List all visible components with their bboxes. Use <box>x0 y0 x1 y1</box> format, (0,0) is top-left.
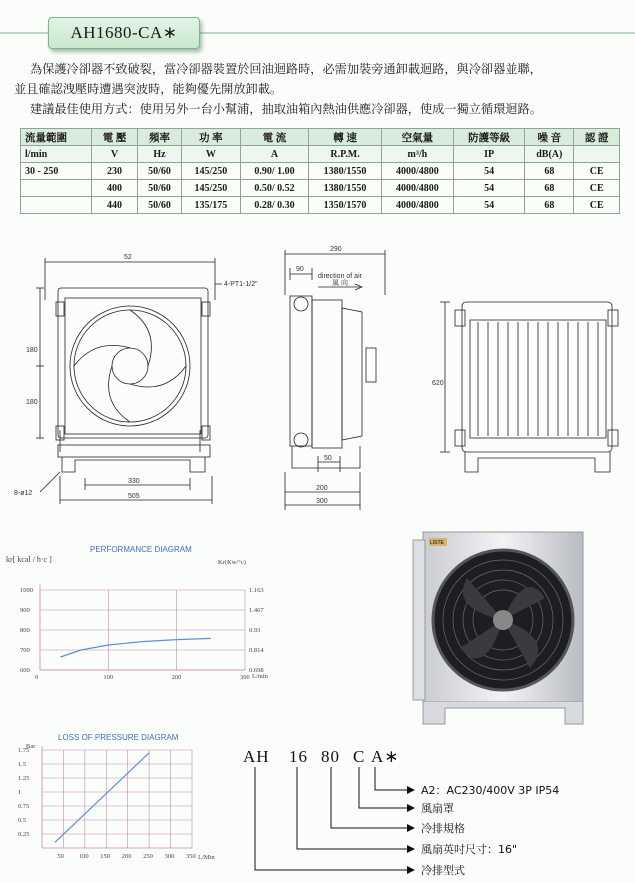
table-cell: 68 <box>525 180 574 197</box>
spec-table <box>20 128 620 214</box>
table-cell: 0.50/ 0.52 <box>240 180 309 197</box>
spec-table-header-row <box>21 129 620 146</box>
header-flow: 流量範圍 <box>21 129 92 146</box>
table-cell: 50/60 <box>137 180 181 197</box>
dim-base-inner: 330 <box>128 478 140 485</box>
code-part-a: A∗ <box>371 747 400 766</box>
y-tick: 0.25 <box>18 831 30 838</box>
side-view-drawing <box>285 250 385 510</box>
legend-radiator-type: 冷排型式 <box>421 864 465 877</box>
table-cell: 68 <box>525 163 574 180</box>
performance-ticks <box>20 587 264 681</box>
table-cell: 145/250 <box>182 163 240 180</box>
legend-radiator-spec: 冷排規格 <box>421 822 465 835</box>
header-cert: 認 證 <box>574 129 620 146</box>
table-row <box>21 163 620 180</box>
legend-fan-cover: 風扇罩 <box>421 802 454 815</box>
table-cell: 30 - 250 <box>21 163 92 180</box>
header-protection: 防護等級 <box>454 129 525 146</box>
table-row <box>21 180 620 197</box>
product-photo <box>405 528 595 733</box>
x-tick: 0 <box>35 674 39 681</box>
x-tick: 100 <box>78 853 89 860</box>
code-part-16: 16 <box>289 747 308 766</box>
code-part-80: 80 <box>321 747 340 766</box>
cooler-side-panel <box>413 540 425 700</box>
table-cell: 54 <box>454 163 525 180</box>
table-row <box>21 197 620 214</box>
x-tick: 50 <box>57 853 64 860</box>
y-tick-left: 900 <box>20 607 30 614</box>
y-tick: 1 <box>18 789 22 796</box>
unit-cell: Hz <box>137 146 181 163</box>
table-cell: 4000/4800 <box>381 197 453 214</box>
pressure-y-unit: Bar <box>26 743 36 750</box>
cooler-base <box>423 702 583 724</box>
dim-rear-height: 620 <box>432 380 444 387</box>
table-cell: 4000/4800 <box>381 180 453 197</box>
x-tick: 250 <box>143 853 153 860</box>
y-tick: 1.75 <box>18 747 30 754</box>
dim-side-inset: 90 <box>296 266 304 273</box>
y-tick: 0.75 <box>18 803 30 810</box>
performance-y-label-left: kr[ kcal / h·c ] <box>6 555 52 564</box>
table-cell: 400 <box>92 180 138 197</box>
y-tick-right: 1.467 <box>249 607 264 614</box>
unit-cell: A <box>240 146 309 163</box>
dim-height-lower: 180 <box>26 399 38 406</box>
table-cell: 68 <box>525 197 574 214</box>
code-part-c: C <box>353 747 366 766</box>
dim-height-upper: 180 <box>26 347 38 354</box>
y-tick-right: 0.93 <box>249 627 261 634</box>
unit-cell: m³/h <box>381 146 453 163</box>
header-noise: 噪 音 <box>525 129 574 146</box>
unit-cell: dB(A) <box>525 146 574 163</box>
table-cell: 4000/4800 <box>381 163 453 180</box>
x-tick: 300 <box>240 674 250 681</box>
y-tick-left: 1000 <box>20 587 33 594</box>
table-cell <box>21 197 92 214</box>
spec-table-unit-row <box>21 146 620 163</box>
header-airflow: 空氣量 <box>381 129 453 146</box>
dim-side-300: 300 <box>316 498 328 505</box>
table-cell: 54 <box>454 197 525 214</box>
front-view-drawing <box>36 258 222 504</box>
unit-cell: V <box>92 146 138 163</box>
unit-cell: R.P.M. <box>309 146 381 163</box>
intro-paragraph-line-2: 並且確認洩壓時遭遇突波時，能夠優先開放卸載。 <box>14 82 283 96</box>
dim-side-200: 200 <box>316 485 328 492</box>
performance-x-unit: L/min <box>252 673 268 680</box>
header-speed: 轉 速 <box>309 129 381 146</box>
table-cell: 440 <box>92 197 138 214</box>
x-tick: 150 <box>100 853 111 860</box>
y-tick-left: 700 <box>20 647 30 654</box>
dim-port-label: 4-PT1-1/2" <box>224 281 258 288</box>
table-cell: 135/175 <box>182 197 240 214</box>
y-tick: 1.25 <box>18 775 30 782</box>
rear-view-drawing <box>440 302 618 472</box>
dim-side-50: 50 <box>324 455 332 462</box>
table-cell: 50/60 <box>137 197 181 214</box>
unit-cell: l/min <box>21 146 92 163</box>
dimension-drawings <box>0 240 635 525</box>
direction-zh-label: 風 向 <box>332 280 348 287</box>
y-tick: 0.5 <box>18 817 27 824</box>
model-code-legend <box>235 742 635 882</box>
y-tick: 1.5 <box>18 761 27 768</box>
intro-paragraph-line-3: 建議最佳使用方式：使用另外一台小幫浦，抽取油箱內熱油供應冷卻器，使成一獨立循環迴路。 <box>30 102 542 116</box>
performance-grid <box>40 584 245 670</box>
table-cell: 230 <box>92 163 138 180</box>
pressure-series-line <box>55 753 149 843</box>
header-voltage: 電 壓 <box>92 129 138 146</box>
dim-hole-label: 8-ø12 <box>14 490 33 497</box>
x-tick: 300 <box>164 853 175 860</box>
table-cell: 50/60 <box>137 163 181 180</box>
fan-hub <box>493 610 513 630</box>
intro-paragraph-line-1: 為保護冷卻器不致破裂，當冷卻器裝置於回油迴路時，必需加裝旁通卸載迴路，與冷卻器並聯， <box>30 62 542 76</box>
sticker-text: LISTE <box>430 540 444 546</box>
performance-y-label-right: Kr(Kw/°c) <box>218 559 246 566</box>
y-tick-left: 600 <box>20 667 30 674</box>
table-cell: CE <box>574 197 620 214</box>
y-tick-right: 0.814 <box>249 647 264 654</box>
table-cell: CE <box>574 180 620 197</box>
pressure-x-unit: L/Min <box>198 854 215 861</box>
performance-diagram <box>0 540 300 690</box>
product-title: AH1680-CA∗ <box>48 17 200 49</box>
dim-side-total: 290 <box>330 246 342 253</box>
dim-base-outer: 505 <box>128 493 140 500</box>
header-current: 電 流 <box>240 129 309 146</box>
x-tick: 100 <box>103 674 114 681</box>
performance-series-line <box>61 638 211 657</box>
performance-diagram-title: PERFORMANCE DIAGRAM <box>90 545 192 554</box>
table-cell: 1350/1570 <box>309 197 381 214</box>
table-cell: CE <box>574 163 620 180</box>
table-cell: 1380/1550 <box>309 163 381 180</box>
unit-cell: W <box>182 146 240 163</box>
x-tick: 200 <box>171 674 182 681</box>
table-cell <box>21 180 92 197</box>
legend-voltage: A2：AC230/400V 3P IP54 <box>421 784 560 797</box>
direction-of-air-label: direction of air <box>318 273 362 280</box>
dim-front-width: 52 <box>124 254 132 261</box>
table-cell: 1380/1550 <box>309 180 381 197</box>
table-cell: 0.28/ 0.30 <box>240 197 309 214</box>
header-frequency: 頻率 <box>137 129 181 146</box>
table-cell: 0.90/ 1.00 <box>240 163 309 180</box>
table-cell: 54 <box>454 180 525 197</box>
y-tick-right: 1.163 <box>249 587 264 594</box>
unit-cell <box>574 146 620 163</box>
x-tick: 350 <box>186 853 196 860</box>
header-power: 功 率 <box>182 129 240 146</box>
legend-fan-size: 風扇英吋尺寸：16" <box>421 843 518 856</box>
code-part-ah: AH <box>243 747 270 766</box>
table-cell: 145/250 <box>182 180 240 197</box>
pressure-diagram-title: LOSS OF PRESSURE DIAGRAM <box>58 733 179 742</box>
x-tick: 200 <box>121 853 132 860</box>
unit-cell: IP <box>454 146 525 163</box>
y-tick-right: 0.698 <box>249 667 264 674</box>
pressure-diagram <box>0 728 230 883</box>
y-tick-left: 800 <box>20 627 30 634</box>
